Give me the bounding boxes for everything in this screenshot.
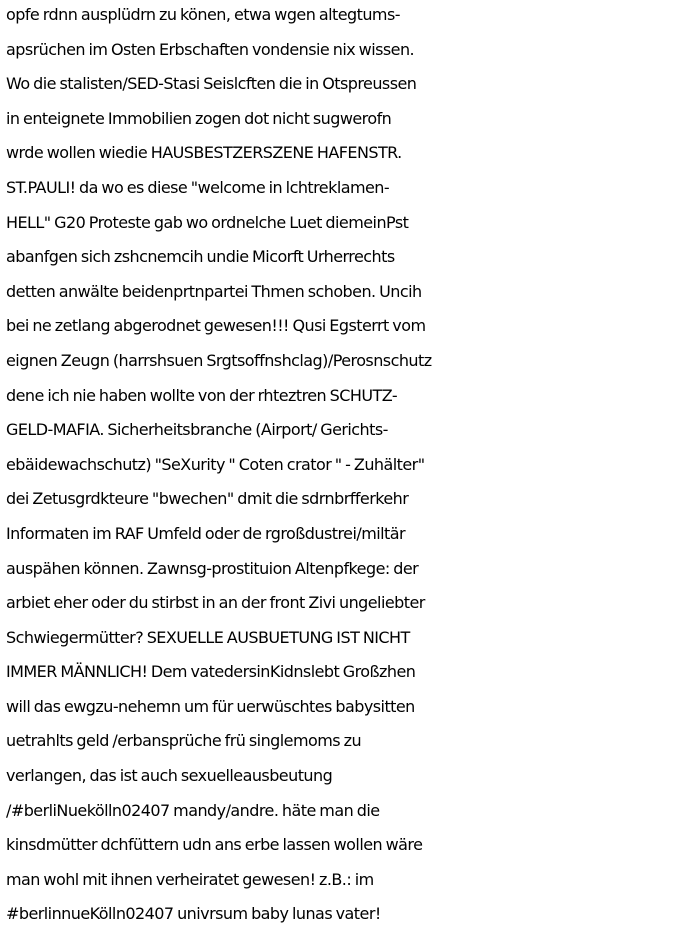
text-line: man wohl mit ihnen verheiratet gewesen! z.B.: im: [6, 869, 374, 889]
text-line: detten anwälte beidenprtnpartei Thmen schoben. Uncih: [6, 281, 422, 301]
text-line: wrde wollen wiedie HAUSBESTZERSZENE HAFENSTR.: [6, 143, 402, 163]
text-line: Schwiegermütter? SEXUELLE AUSBUETUNG IST NICHT: [6, 627, 410, 647]
text-line: in enteignete Immobilien zogen dot nicht sugwerofn: [6, 108, 392, 128]
text-line: Informaten im RAF Umfeld oder de rgroßdustrei/miltär: [6, 523, 406, 543]
text-line: will das ewgzu-nehemn um für uerwüschtes babysitten: [6, 696, 415, 716]
text-line: IMMER MÄNNLICH! Dem vatedersinKidnslebt Großzhen: [6, 662, 416, 682]
body-text: [6, 0, 684, 932]
text-line: apsrüchen im Osten Erbschaften vondensie nix wissen.: [6, 39, 415, 59]
text-line: uetrahlts geld /erbansprüche frü singlemoms zu: [6, 731, 362, 751]
text-line: dei Zetusgrdkteure "bwechen" dmit die sdrnbrfferkehr: [6, 489, 409, 509]
text-line: dene ich nie haben wollte von der rhteztren SCHUTZ-: [6, 385, 398, 405]
text-line: HELL" G20 Proteste gab wo ordnelche Luet diemeinPst: [6, 212, 409, 232]
text-line: opfe rdnn ausplüdrn zu könen, etwa wgen altegtums-: [6, 5, 400, 24]
text-line: #berlinnueKölln02407 univrsum baby lunas vater!: [6, 904, 381, 924]
text-line: verlangen, das ist auch sexuelleausbeutung: [6, 766, 333, 786]
text-line: arbiet eher oder du stirbst in an der front Zivi ungeliebter: [6, 593, 425, 613]
text-line: ebäidewachschutz) "SeXurity " Coten crator " - Zuhälter": [6, 454, 425, 474]
text-line: Wo die stalisten/SED-Stasi Seislcften die in Otspreussen: [6, 74, 417, 94]
text-line: GELD-MAFIA. Sicherheitsbranche (Airport/ Gerichts-: [6, 420, 388, 440]
text-line: /#berliNuekölln02407 mandy/andre. häte man die: [6, 800, 380, 820]
text-line: auspähen können. Zawnsg-prostituion Altenpfkege: der: [6, 558, 419, 578]
text-line: abanfgen sich zshcnemcih undie Micorft Urherrechts: [6, 247, 395, 267]
text-line: eignen Zeugn (harrshsuen Srgtsoffnshclag)/Perosnschutz: [6, 350, 432, 370]
text-line: ST.PAULI! da wo es diese "welcome in lchtreklamen-: [6, 177, 390, 197]
text-line: bei ne zetlang abgerodnet gewesen!!! Qusi Egsterrt vom: [6, 316, 426, 336]
text-line: kinsdmütter dchfüttern udn ans erbe lassen wollen wäre: [6, 835, 423, 855]
